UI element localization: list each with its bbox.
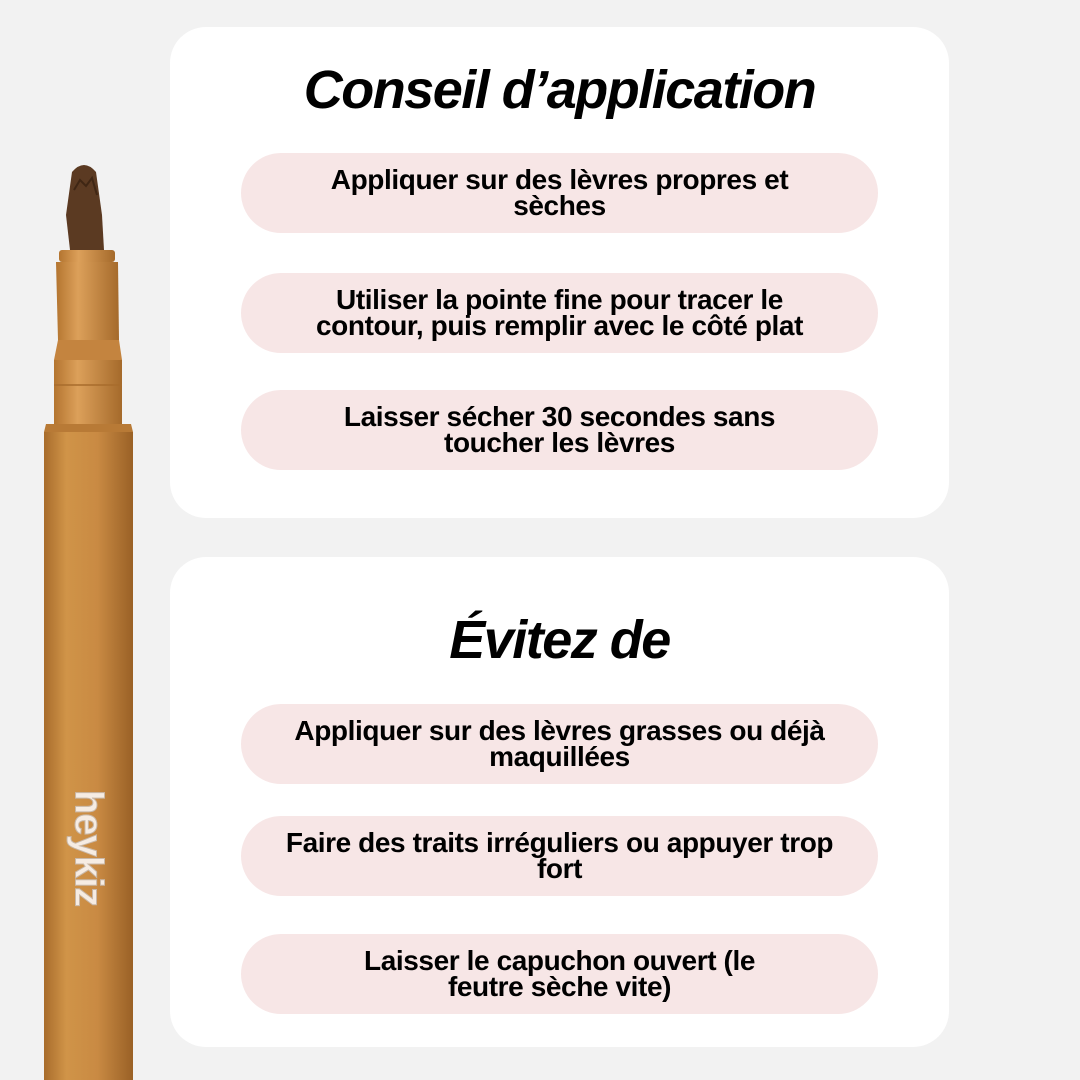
avoid-text: Appliquer sur des lèvres grasses ou déjà maquillées xyxy=(294,715,825,772)
product-pen-image: heykiz xyxy=(0,0,170,1080)
avoid-item xyxy=(241,934,878,1014)
tip-item xyxy=(241,273,878,353)
tip-text: Laisser sécher 30 secondes sans toucher les lèvres xyxy=(343,401,776,458)
avoid-item xyxy=(241,816,878,896)
avoid-item xyxy=(241,704,878,784)
avoid-title: Évitez de xyxy=(449,610,670,670)
tip-text: Appliquer sur des lèvres propres et sèches xyxy=(330,164,789,221)
tip-item xyxy=(241,390,878,470)
felt-tip-shape xyxy=(66,165,104,250)
application-tips-card xyxy=(170,27,949,518)
tips-title: Conseil d’application xyxy=(303,60,816,120)
avoid-text: Faire des traits irréguliers ou appuyer trop fort xyxy=(285,827,834,884)
avoid-text: Laisser le capuchon ouvert (le feutre sèche vite) xyxy=(363,945,756,1002)
tip-text: Utiliser la pointe fine pour tracer le contour, puis remplir avec le côté plat xyxy=(316,284,803,341)
tip-item xyxy=(241,153,878,233)
avoid-card xyxy=(170,557,949,1047)
